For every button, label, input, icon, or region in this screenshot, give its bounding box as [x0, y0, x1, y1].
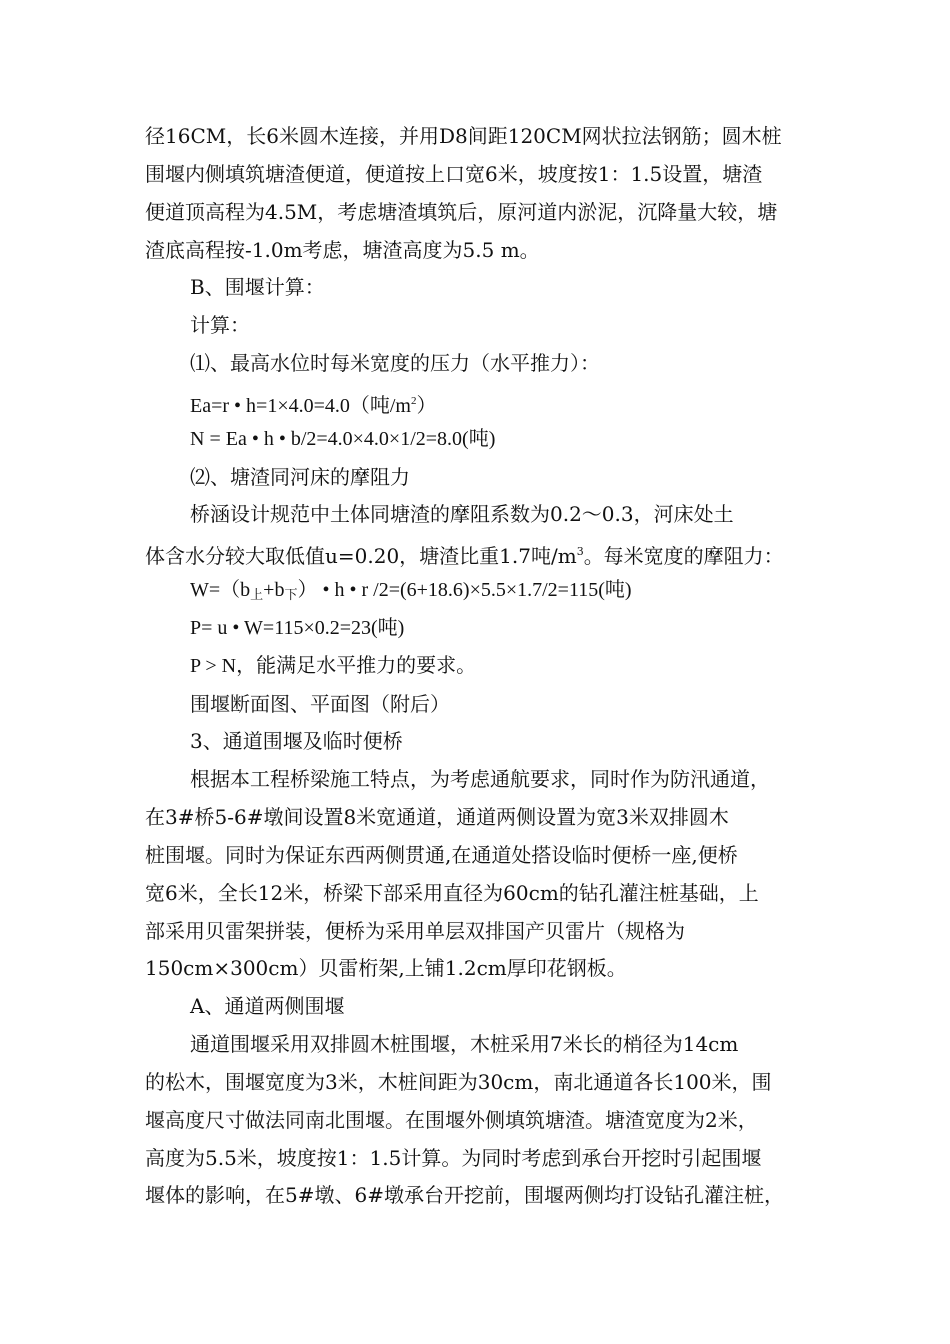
paragraph-line: 通道围堰采用双排圆木桩围堰，木桩采用7米长的梢径为14cm	[190, 1032, 739, 1056]
paragraph-line: 桥涵设计规范中土体同塘渣的摩阻系数为0.2～0.3，河床处土	[190, 502, 734, 526]
paragraph-line: 150cm×300cm）贝雷桁架,上铺1.2cm厚印花钢板。	[145, 956, 627, 980]
formula-w-sub-upper: 上	[250, 587, 264, 602]
formula-w-post: ） • h • r /2=(6+18.6)×5.5×1.7/2=115(吨)	[297, 579, 632, 601]
formula-ea-main: Ea=r • h=1×4.0=4.0（吨/m	[190, 395, 411, 417]
paragraph-line: 围堰内侧填筑塘渣便道，便道按上口宽6米，坡度按1：1.5设置，塘渣	[145, 162, 763, 186]
formula-ea	[190, 387, 815, 415]
density-superscript: 3	[576, 545, 584, 558]
formula-w-mid: +b	[263, 579, 285, 601]
subheading: ⑵、塘渣同河床的摩阻力	[190, 465, 410, 489]
paragraph-line: 便道顶高程为4.5M，考虑塘渣填筑后，原河道内淤泥，沉降量大较，塘	[145, 200, 778, 224]
formula-w	[190, 576, 815, 604]
density-end: 。每米宽度的摩阻力：	[583, 544, 784, 568]
attachment-note: 围堰断面图、平面图（附后）	[190, 692, 450, 716]
paragraph-line: 径16CM，长6米圆木连接，并用D8间距120CM网状拉法钢筋；圆木桩	[145, 124, 782, 148]
paragraph-line	[145, 538, 815, 566]
formula-ea-end: ）	[416, 395, 437, 417]
formula-p: P= u • W=115×0.2=23(吨)	[190, 617, 405, 639]
paragraph-line: 高度为5.5米，坡度按1：1.5计算。为同时考虑到承台开挖时引起围堰	[145, 1146, 762, 1170]
conclusion-line: P > N，能满足水平推力的要求。	[190, 655, 477, 677]
subheading: ⑴、最高水位时每米宽度的压力（水平推力）：	[190, 351, 600, 375]
paragraph-line: 根据本工程桥梁施工特点，为考虑通航要求，同时作为防汛通道，	[190, 767, 770, 791]
formula-n: N = Ea • h • b/2=4.0×4.0×1/2=8.0(吨)	[190, 428, 496, 450]
formula-w-sub-lower: 下	[284, 587, 298, 602]
paragraph-line: 在3#桥5-6#墩间设置8米宽通道，通道两侧设置为宽3米双排圆木	[145, 805, 729, 829]
section-heading: A、通道两侧围堰	[190, 994, 345, 1018]
subheading: 计算：	[190, 313, 250, 337]
paragraph-line: 桩围堰。同时为保证东西两侧贯通,在通道处搭设临时便桥一座,便桥	[145, 843, 738, 867]
paragraph-line: 宽6米，全长12米，桥梁下部采用直径为60cm的钻孔灌注桩基础，上	[145, 881, 759, 905]
section-heading: 3、通道围堰及临时便桥	[190, 729, 403, 753]
paragraph-line: 部采用贝雷架拼装，便桥为采用单层双排国产贝雷片（规格为	[145, 919, 685, 943]
density-main: 体含水分较大取低值u=0.20，塘渣比重1.7吨/m	[145, 544, 577, 568]
formula-w-pre: W=（b	[190, 579, 251, 601]
formula-ea-superscript: 2	[411, 395, 417, 407]
paragraph-line: 堰高度尺寸做法同南北围堰。在围堰外侧填筑塘渣。塘渣宽度为2米，	[145, 1108, 758, 1132]
section-heading: B、围堰计算：	[190, 275, 325, 299]
paragraph-line: 堰体的影响，在5#墩、6#墩承台开挖前，围堰两侧均打设钻孔灌注桩，	[145, 1183, 784, 1207]
paragraph-line: 的松木，围堰宽度为3米，木桩间距为30cm，南北通道各长100米，围	[145, 1070, 772, 1094]
paragraph-line: 渣底高程按-1.0m考虑，塘渣高度为5.5 m。	[145, 238, 540, 262]
